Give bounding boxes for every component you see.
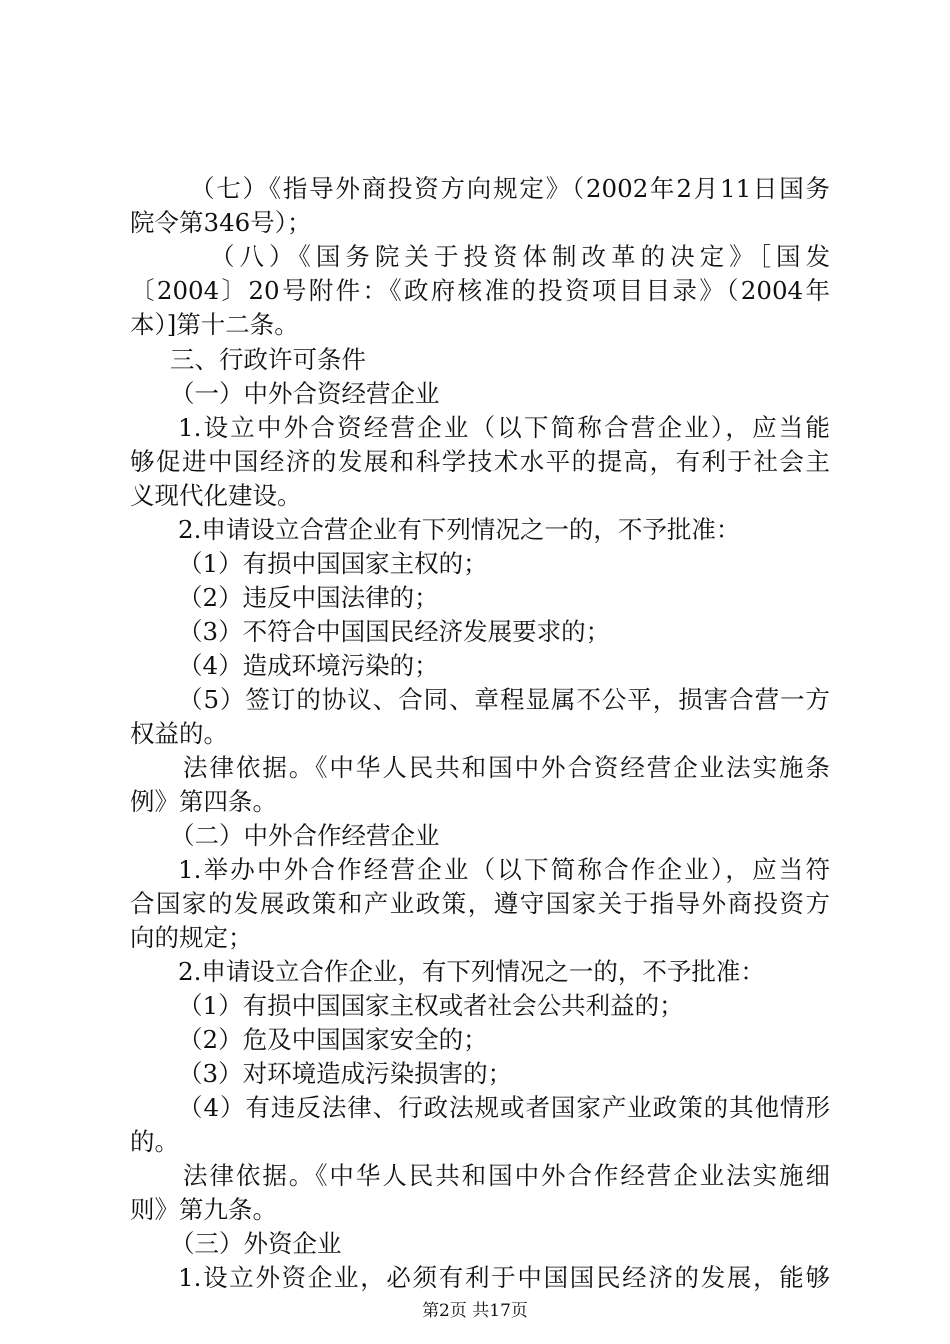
text-line: （3）不符合中国国民经济发展要求的；: [178, 617, 611, 646]
text-line: 本）]第十二条。: [130, 310, 299, 339]
text-line: （三）外资企业: [170, 1229, 342, 1258]
text-line: 法律依据。《中华人民共和国中外合资经营企业法实施条: [183, 753, 830, 782]
text-line: 2.申请设立合作企业，有下列情况之一的，不予批准：: [178, 957, 765, 986]
page-footer: 第2页 共17页: [422, 1301, 528, 1321]
text-line: （1）有损中国国家主权的；: [178, 549, 488, 578]
text-line: 向的规定；: [130, 923, 253, 952]
text-line: （4）造成环境污染的；: [178, 651, 439, 680]
text-line: 合国家的发展政策和产业政策，遵守国家关于指导外商投资方: [130, 889, 830, 918]
text-line: 则》第九条。: [130, 1195, 277, 1224]
text-line: （3）对环境造成污染损害的；: [178, 1059, 513, 1088]
text-line: （七）《指导外商投资方向规定》（2002年2月11日国务: [190, 174, 830, 203]
text-line: 〔2004〕20号附件：《政府核准的投资项目目录》（2004年: [130, 276, 830, 305]
text-line: 权益的。: [130, 719, 228, 748]
text-line: （2）危及中国国家安全的；: [178, 1025, 488, 1054]
text-line: 的。: [130, 1127, 179, 1156]
text-line: 三、行政许可条件: [170, 345, 366, 374]
text-line: （1）有损中国国家主权或者社会公共利益的；: [178, 991, 684, 1020]
text-line: （二）中外合作经营企业: [170, 821, 440, 850]
text-line: （5）签订的协议、合同、章程显属不公平，损害合营一方: [178, 685, 830, 714]
text-line: 够促进中国经济的发展和科学技术水平的提高，有利于社会主: [130, 447, 830, 476]
text-line: 1.设立中外合资经营企业（以下简称合营企业），应当能: [178, 413, 830, 442]
text-line: 1.举办中外合作经营企业（以下简称合作企业），应当符: [178, 855, 830, 884]
text-line: 1.设立外资企业，必须有利于中国国民经济的发展，能够: [178, 1263, 830, 1292]
text-line: （4）有违反法律、行政法规或者国家产业政策的其他情形: [178, 1093, 830, 1122]
text-line: 义现代化建设。: [130, 481, 302, 510]
text-line: 法律依据。《中华人民共和国中外合作经营企业法实施细: [183, 1161, 830, 1190]
text-line: 例》第四条。: [130, 787, 277, 816]
text-line: 院令第346号）；: [130, 208, 312, 237]
text-line: （八）《国务院关于投资体制改革的决定》［国发: [210, 242, 830, 271]
text-line: （一）中外合资经营企业: [170, 379, 440, 408]
text-line: （2）违反中国法律的；: [178, 583, 439, 612]
text-line: 2.申请设立合营企业有下列情况之一的，不予批准：: [178, 515, 741, 544]
